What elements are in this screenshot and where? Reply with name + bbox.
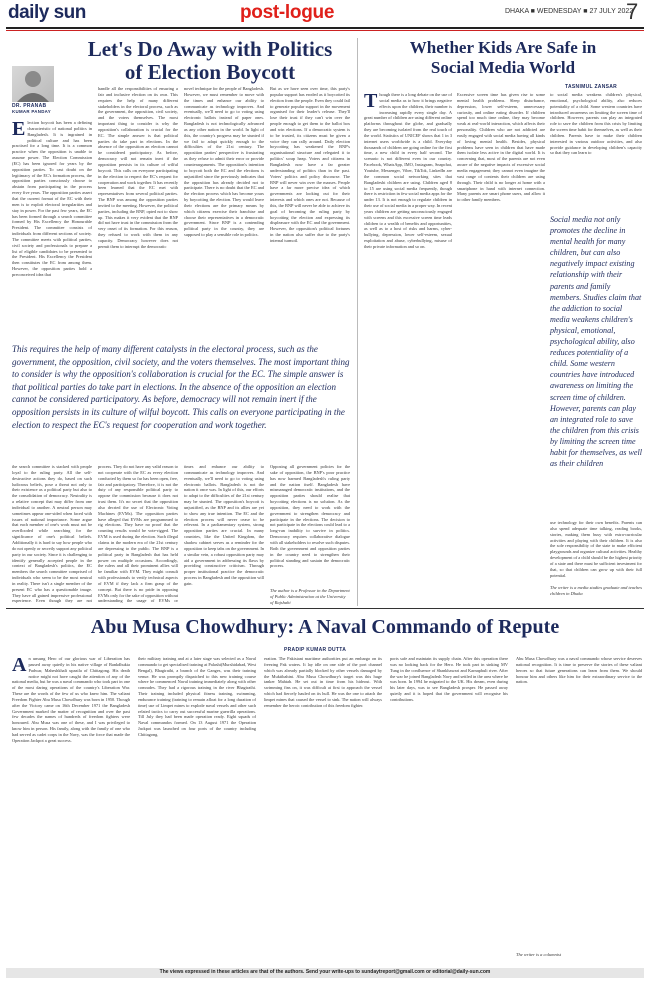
article1-headline [60, 38, 360, 84]
article3-headline: Abu Musa Chowdhury: A Naval Commando of Repute [90, 616, 560, 638]
author-photo [12, 66, 54, 102]
newspaper-logo: daily sun [8, 2, 86, 23]
section-divider [6, 608, 644, 609]
article2-pull-quote: Social media not only promotes the decline in mental health for many children, but can also negatively impact existing relationship with their parents and family members. Studies claim that the addiction to social media weakens children's physical, emotional, psychological ability, also reduces potentiality of a child. Some western countries have introduced awareness on limiting the screen time of children. However, parents can play an integrated role to save the children from this crisis by limiting the screen time habit for themselves, as well as their children [550, 215, 642, 469]
article1-author-line2: KUMAR PANDAY [12, 109, 51, 114]
article3-column-2: their military training and at a later stage was selected as a Naval commando to get specialised training at Palashi(Murshidabad, West Bengal), Bhagirathi, a branch of the Ganges, was their training venue. He was promptly dispatched to this new training course where he commenced Naval training immediately along with other comrades. They had a rigorous training in the river Bhagirathi. Their training included physical fitness training, swimming, endurance training (training to remain afloat for a long duration of time) use of Limpet mines to explode naval vessels and other such related tactics to carry out successful marine guerrilla operations. Till July they had been made operation ready. Eight squads of Naval commandos formed. On 13 August 1971 the Operation Jackpot was launched on four ports of the country including Chittagong. [138, 656, 256, 737]
article1-column-1 [12, 120, 92, 342]
page-number: 7 [626, 0, 639, 24]
article1-pull-quote: This requires the help of many different catalysts in the electoral process, such as the government, the opposition, civil society, and the voters themselves. The most important thing to consider is why the opposition's collaboration is crucial for the EC. The simple answer is that political parties do take part in elections. In the absence of the opposition an election cannot be considered participatory. As before, democracy will not remain inert if the opposition persists in its culture of wilful boycott. This calls on everyone participating in the election to respect the EC's request for cooperation and work together. [12, 344, 350, 430]
article1-author: DR. PRANAB [12, 103, 47, 109]
article3-column-3: eration. The Pakistani maritime authorities put an embargo on its freezing Pak waters. It lay idle on one side of the port channel which was already partially blocked by other vessels damaged by the Muktibahini. Abu Musa Chowdhury's target was this huge tanker Mahtab. He set out in time from his hideout. With swimming fins on, it was difficult at first to approach the vessel which had fiercely hauled on its hull. He was the one to attach the limpet mines that caused the vessel to sink. The nation will always remember the heroic contribution of this freedom fighter. [264, 656, 382, 708]
article2-text: hough there is a long debate on the use of social media as to how it brings negative effects upon the children, their number is increasing rapidly every single day. A great number of children are using different online platforms throughout the globe, and gradually they are becoming isolated from the real touch of the world. Statistics of UNICEF shows that 1 in 3 internet users worldwide is a child. Everyday thousands of children are going online for the first time, a new child in every half second. The scenario is not different even in our country. Facebook, WhatsApp, IMO, Instagram, Snapchat, Youtube, Messenger, Viber, TikTok, LinkedIn are the common social networking sites that Bangladeshi children are using. Children aged 8 to 15 are using social media frequently, though there is restriction in few social media apps for the under 13. It is not enough to regulate children in their use of social media in a proper way. In recent years children are getting unconsciously engaged with screens and this excessive screen time leads children to a wealth of benefits and opportunities, as well as to a host of risks and harms, cyber-bullying, depression, lower self-esteem, sexual exploitation and abuse, cyberbullying, misuse of their private information and so on. [364, 92, 452, 249]
article3-column-1 [12, 656, 130, 964]
article2-author-note: The writer is a media studies graduate and teaches children in Dhaka [550, 585, 642, 596]
article1-column-8: Opposing all government policies for the sake of opposition, the BNP's poor practice has now harmed Bangladesh's ruling party and the nation itself. Bangladesh have mismanaged democratic institutions, and the opposition parties should realise that boycotting elections is no solution. As the opposition, they need to work with the government to strengthen democracy and participate in the elections. The decision to not participate in the elections could lead to a long-run inability to survive in politics. Democracy requires collaborative dialogue with all stakeholders to resolve such disputes. Both the government and opposition parties in the country need to strengthen their political standing and sustain the democratic process. [270, 464, 350, 569]
article3-column-5: Abu Musa Chowdhury was a naval commando whose service deserves national recognition. It is time to preserve the stories of these valiant heroes so that future generations can learn from them. We should honour him and others like him for their extraordinary service to the nation. [516, 656, 642, 685]
article1-column-2: handle all the responsibilities of ensuring a fair and inclusive election on its own. This requires the help of many different stakeholders in the electoral process, such as the government, the opposition, civil society, and the voters themselves. The most important thing to consider is why the opposition's collaboration is crucial for the EC. The simple answer is that political parties do take part in elections. In the absence of the opposition an election cannot be considered participatory. As before, democracy will not remain inert if the opposition persists in its culture of wilful boycott. This calls on everyone participating in the election to respect the EC's request for cooperation and work together. It has recently been learned that the EC met with representatives from several political parties. The BNP was among the opposition parties invited to the meeting. However, the political parties, including the BNP, opted not to show up. This makes it very evident that the BNP did not have trust in the commission from the very onset of its formation. For this reason, they refused to work with them in any capacity. Democracy however does not permit them to interrupt the democratic [98, 86, 178, 249]
article1-headline-line1: Let's Do Away with Politics [87, 37, 333, 61]
article1-column-5: the search committee is stacked with people loyal to the ruling party. All the self-destructive actions they do, based on such ludicrous beliefs, pose a threat not only to their existence as a political party but also to the consolidation of democracy. Neutrality is a relative concept that may differ from one individual to another. A neutral person may sometimes appear one-sided when faced with issues of national importance. Some argue that each member of one's work must not be overflooded while searching for the significance of one's political beliefs. Additionally it is hard to say how people who do not openly or secretly support any political party in our society. Since it is challenging to identify generally accepted people in the context of Bangladesh's politics, the EC members the search committee comprised of individuals who seem to be the most neutral in reality. There isn't a single member of the present EC who has a questionable image. They have all gained impressive professional experience. Even though they are not [12, 464, 92, 604]
article2-headline-line1: Whether Kids Are Safe in [409, 38, 597, 57]
article1-column-3: novel technique for the people of Bangladesh. However, we must remember to move with the times and enhance our ability to communicate as technology improves. And eventually, we'll need to go to voting using electronic ballots instead of paper ones. Bangladesh is not technologically advanced as any other nation in the world. In light of this, the country's progress may be stunted if we fail to adapt quickly enough to the difficulties of the 21st century. The opposition parties' perspective is frustrating as they refuse to admit their error or provide counterarguments. The opposition's intention to boycott both the EC and the elections is unjustified since the previously indicates that the opposition has already decided not to participate. There is no doubt that the EC and the election process which has become yours by boycotting the election. They would leave their elections are the primary means by which citizens exercise their franchise and choose their representatives in a democratic government. Since BNP is a contending political party in the country, they are supposed to play a sensible role in politics. [184, 86, 264, 238]
header-accent-rule [6, 30, 644, 31]
article2-column-1 [364, 92, 452, 604]
dateline: DHAKA ■ WEDNESDAY ■ 27 JULY 2022 [505, 8, 634, 15]
article1-headline-line2: of Election Boycott [124, 60, 296, 84]
section-title: post-logue [240, 2, 335, 23]
author-portrait-icon [12, 66, 54, 102]
header-rule [6, 27, 644, 29]
article1-dropcap: E [12, 120, 26, 140]
page-header [0, 0, 650, 26]
article2-headline-line2: Social Media World [430, 58, 576, 77]
footer-text: The views expressed in these articles are that of the authors. Send your write-ups to sundaytreport@gmail.com or editorial@daily-sun.com [159, 969, 491, 975]
article1-column-6: process. They do not have any valid reason to not cooperate with the EC as every election conducted by them so far has been open, free, fair and participatory. Therefore, it is not the duty of any responsible political party to oppose the commission because it does not trust them. It's no secret that the opposition also decried the use of Electronic Voting Machines (EVMs). The opposition parties have alleged that EVMs are programmed to rig elections. They have no proof that the counting results would be vote-rigged. The EVM is used during the election. Such illegal claims in the modern era of the 21st century are depressing to the public. The BNP is a political party in Bangladesh that has held power on multiple occasions. Accordingly, the rulers and all their prominent allies will be familiar with EVM. They might consult with professionals to verify technical aspects of EVM if they lack a firm grasp of the concept. But there is no pride in opposing EVMs only for the sake of opposition without understanding the usage of EVMs or [98, 464, 178, 604]
article1-column-4: But as we have seen over time, this party's popular support has eroded as it boycotted its election from the people. Even they could fail to generate popular support in the movement organised for their leader's release. They'll lose their trust if they can't win over the people enough to get them to the ballot box and win elections. If a democratic system is to be trusted, its citizens must be given a voice they can rally around. Daily election boycotting has weakened the BNP's organisational structure and relegated it to politics' scrap heap. Voters and citizens in Bangladesh now have a far greater understanding of politics than in the past. Voters' politics and policy discourse. The BNP will never win over the masses. People have a far more precise idea of which governments are looking out for their interests and which ones are not. Because of this, the BNP will never be able to achieve its goal of becoming the ruling party by boycotting the election and expressing its displeasure with the EC and the government. However, the opposition's political fortunes in the nation also suffer due to the party's internal turmoil. [270, 86, 350, 243]
article3-dropcap: A [12, 656, 27, 676]
article2-column-3: to social media weakens children's physical, emotional, psychological ability, also reduces potentiality of a child. Some western countries have introduced awareness on limiting the screen time of children. However, parents can play an integrated role to save the children from this crisis by limiting the screen time habit for themselves, as well as their children. Parents have to make their children interested in various outdoor activities, and also provide guidance in developing children's capacity so that they can learn to [550, 92, 642, 156]
article2-headline [362, 38, 644, 78]
column-divider [357, 38, 358, 606]
article3-author: PRADIP KUMAR DUTTA [284, 647, 347, 653]
article3-author-note: The writer is a columnist [516, 952, 562, 957]
article3-text: n unsung Hero of our glorious war of Liberation has passed away quietly in his native village of Bankdhukia Padwar, Maheshkhali upazila of Chittagong. His death notice might not have caught the attention of any of the national media, but he was a naval commando who took part in one of the most daring operations of the country's Liberation War. These are the words of the few of us who knew him. The valiant Freedom Fighter Abu Musa Chowdhury was born in 1950. Though after the Victory came on 16th December 1971 the Bangladesh Government marked the matter of recognition and over the past few decades the names of hundreds of freedom fighters were honoured. Abu Musa was one of these, and I was privileged to know him in person. His family, along with the family of one who had served as cadet corps in the Navy, was the force that made the Operation Jackpot a great success. [12, 656, 130, 743]
article2-dropcap: T [364, 92, 378, 112]
article1-column-7: times and enhance our ability to communicate as technology improves. And eventually, we'll need to go to voting using electronic ballots. Bangladesh is not the nation it once was. In light of this, our efforts to adapt to the difficulties of the 21st century may be stunted. The opposition's boycott is unjustified, as the BNP and its allies are yet to show any true intention. The EC and the election process will never cease to be relevant. In a parliamentary system, strong opposition parties are crucial. In many countries, like the United Kingdom, the shadow cabinet serves as a reminder for the opposition to keep tabs on the government. In a similar vein, a robust opposition party may aid a government in addressing its flaws by providing constructive criticism. Through proper institutional practice the democratic process in Bangladesh and the opposition will gain. [184, 464, 264, 586]
article1-text: lection boycott has been a defining characteristic of national politics in Bangladesh. It is ingrained in political culture and has been practised for a long time. It is a common practice when the opposition is unable to assume power. The Election Commission (EC) has been ignored for years by the opposition parties. To cast doubt on the legitimacy of the EC's formation process, the opposition parties consciously choose to abstain from participating in the process every five years. The opposition parties assert that the current format of the EC with their men is to exploit electoral irregularities and stay in power. For the past few years, the EC has been formed through a search committee formed by His Excellency the Honourable President. The committee consists of individuals from different sections of society. The committee meets with political parties, civil society and professionals to prepare a list of eligible candidates to be presented to the President. His Excellency the President then constitutes the EC from among them. However, the opposition parties hold a preconceived idea that [12, 120, 92, 277]
article3-column-4: ports safe and maintain its supply chain. After this operation there was no looking back for the Hero. He took part in sinking MV Tung in the confluence of Shankhawari and Karnaphuli river. After the war he joined Bangladesh Navy and settled in the area where he was born. In 1994 he migrated to the UK. His dream, even during his later days, was to see Bangladesh prosper. He passed away quietly and it is hoped that the government will recognise his contributions. [390, 656, 508, 702]
article1-author-note: The author is a Professor in the Department of Public Administration at the University of Rajshahi [270, 588, 350, 605]
article2-column-2: Excessive screen time has given rise to some mental health problems. Sleep disturbance, depression, lower self-esteem, unnecessary curiosity, and online eating disorder. If children spend too much time online, they may become weak at real-world interaction, which affects their personality. Children who are not addicted are easily engaged with social media having all kinds of loving mental health. Besides, physical problems have seen in children that have made them isolate less active in the digital world. It is concerning that, most of the parents are not even aware of the negative impacts of excessive social media engagement; they cannot even imagine the vast range of contents their children are using through. Their child is no longer at home with a smartphone in hand with internet connection. Many parents are smart phone users, and allow it to other family members. [457, 92, 545, 203]
article2-column-4: use technology for their own benefits. Parents can also spend adequate time talking, reading books, stories, making them busy with extra-curricular activities and playing with their children. It is also the sole responsibility of the state to make efficient playgrounds and organize cultural activities. Healthy development of a child should be the highest priority of a state and there must be sufficient investment for that, so that children can grow up with their full potential. [550, 520, 642, 578]
article2-author: TASNIMUL ZANSAR [565, 84, 618, 90]
